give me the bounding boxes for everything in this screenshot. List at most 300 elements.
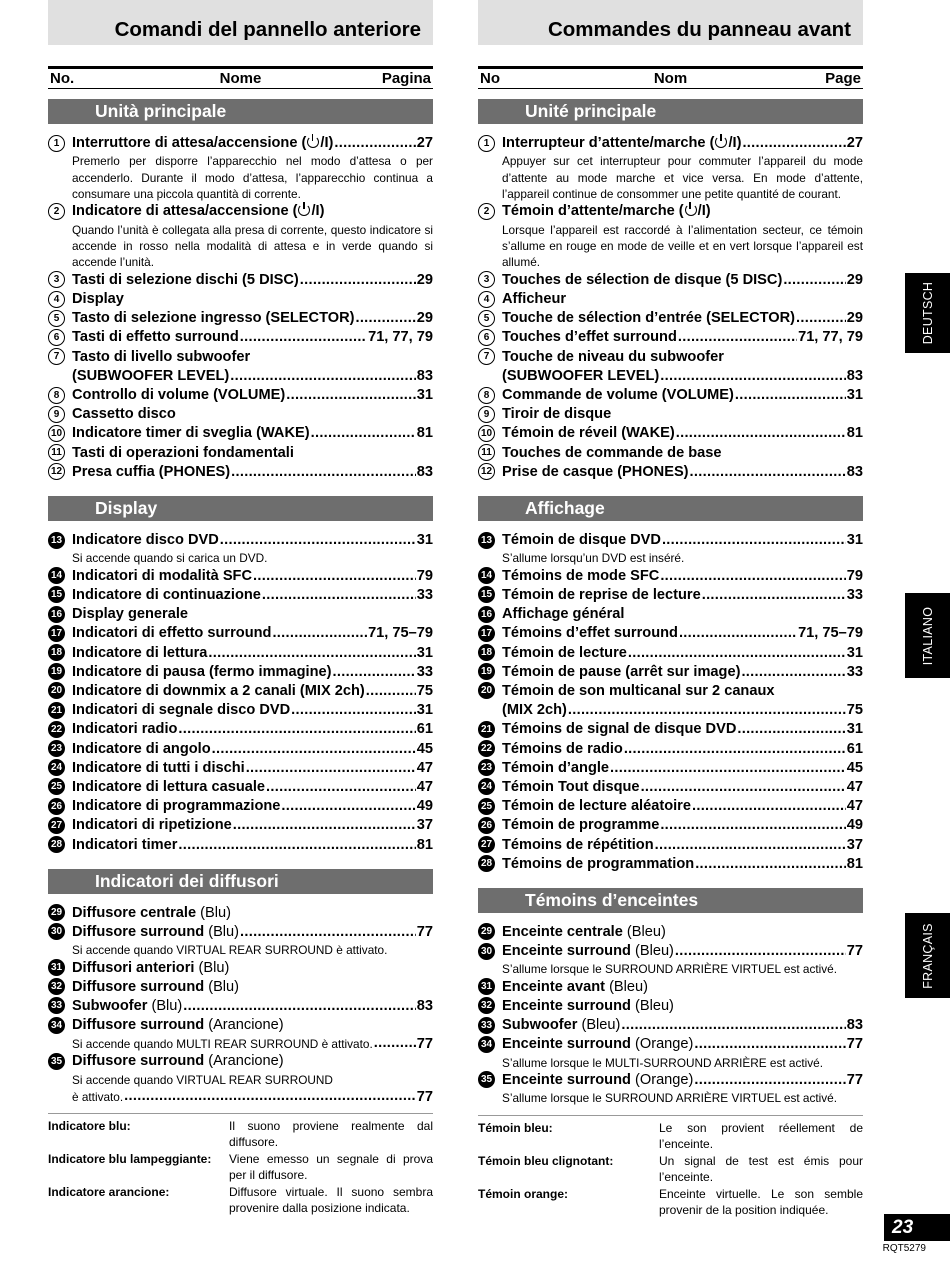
item-label-text: Diffusore surround <box>72 1017 205 1034</box>
list-item <box>48 463 433 482</box>
language-tab-label: DEUTSCH <box>920 281 935 345</box>
leader-dots <box>676 424 846 443</box>
item-label-text: Témoin d’attente/marche ( <box>502 203 684 220</box>
language-tab-italiano[interactable] <box>905 593 950 678</box>
item-line <box>72 663 433 682</box>
list-item <box>48 1052 433 1105</box>
leader-dots <box>660 367 845 386</box>
item-label-text: Témoin de reprise de lecture <box>502 586 701 603</box>
item-page: 37 <box>846 836 863 853</box>
item-label-text: Indicatore di downmix a 2 canali (MIX 2ch) <box>72 682 365 699</box>
item-label-text: Témoins de radio <box>502 740 623 757</box>
item-label-text: Indicatori di segnale disco DVD <box>72 702 291 719</box>
list-item <box>48 586 433 605</box>
item-line <box>72 816 433 835</box>
list-item <box>48 531 433 567</box>
item-page: 49 <box>416 798 433 815</box>
item-label-text: Témoin Tout disque <box>502 778 640 795</box>
item-label-text: Indicatori radio <box>72 721 178 738</box>
item-list <box>48 99 433 1105</box>
item-page: 77 <box>846 1036 863 1053</box>
item-label <box>502 997 674 1016</box>
item-line <box>72 1016 433 1035</box>
item-line <box>502 567 863 586</box>
item-number-badge: 16 <box>478 606 495 623</box>
header-no: No. <box>50 70 75 87</box>
item-number-badge: 9 <box>478 406 495 423</box>
item-line <box>72 463 433 482</box>
item-label-text: Témoins de mode SFC <box>502 567 660 584</box>
item-page: 75 <box>416 682 433 699</box>
list-item <box>48 290 433 309</box>
item-number-badge: 30 <box>478 943 495 960</box>
item-page: 31 <box>846 644 863 661</box>
item-label-color: (Bleu) <box>630 943 674 960</box>
leader-dots <box>641 778 846 797</box>
item-page: 83 <box>846 463 863 480</box>
item-label-text: Interruttore di attesa/accensione ( <box>72 135 307 151</box>
item-label <box>72 904 231 923</box>
leader-dots <box>208 644 415 663</box>
item-label-text: Indicatori di ripetizione <box>72 817 232 834</box>
item-line <box>502 942 863 961</box>
item-label-text: Tasto di selezione ingresso (SELECTOR) <box>72 310 355 327</box>
item-label-text: Indicatore di pausa (fermo immagine) <box>72 663 332 680</box>
item-number-badge: 25 <box>478 798 495 815</box>
legend-key: Témoin orange: <box>478 1186 569 1201</box>
item-page: 47 <box>416 778 433 795</box>
item-line <box>502 740 863 759</box>
item-label <box>502 424 675 443</box>
leader-dots <box>281 797 415 816</box>
leader-dots <box>692 797 846 816</box>
item-label <box>502 531 661 550</box>
list-item <box>478 855 863 874</box>
item-label-text: Touches d’effet surround <box>502 329 677 346</box>
item-label <box>502 348 724 367</box>
item-label-text: Touches de sélection de disque (5 DISC) <box>502 271 783 288</box>
leader-dots <box>366 682 416 701</box>
table-header <box>478 66 863 89</box>
item-page: 81 <box>416 425 433 442</box>
item-page: 83 <box>846 367 863 384</box>
list-item <box>48 797 433 816</box>
leader-dots <box>662 531 846 550</box>
item-line <box>72 444 433 463</box>
standby-power-icon <box>715 136 727 148</box>
page-title: Commandes du panneau avant <box>547 18 851 41</box>
item-page: 49 <box>846 817 863 834</box>
item-label-text: Diffusori anteriori <box>72 959 195 976</box>
leader-dots <box>355 309 415 328</box>
item-line <box>72 797 433 816</box>
item-page: 81 <box>416 836 433 853</box>
item-label <box>72 1052 284 1071</box>
item-label-text: Indicatori di modalità SFC <box>72 567 253 584</box>
item-number-badge: 17 <box>48 625 65 642</box>
item-line <box>502 290 863 309</box>
item-label <box>72 797 280 816</box>
item-label <box>72 586 261 605</box>
item-number-badge: 14 <box>48 567 65 584</box>
item-label <box>502 797 691 816</box>
item-label <box>72 567 252 586</box>
item-label-color: (Arancione) <box>204 1053 284 1070</box>
item-number-badge: 10 <box>478 425 495 442</box>
list-item <box>48 405 433 424</box>
legend-row <box>478 1153 863 1185</box>
leader-dots <box>694 1035 845 1054</box>
leader-dots <box>742 134 845 153</box>
item-label-text: Indicatore di programmazione <box>72 798 281 815</box>
section-heading: Display <box>48 496 433 521</box>
item-description <box>72 1088 433 1105</box>
list-item <box>478 682 863 701</box>
item-description: Premerlo per disporre l’apparecchio nel modo d’attesa o per accenderlo. Durante il modo d’attesa, l’apparecchio continua a consumare una piccola quantità di corrente. <box>72 154 433 202</box>
item-label-text: Prise de casque (PHONES) <box>502 463 689 480</box>
item-page: 33 <box>416 586 433 603</box>
item-number-badge: 12 <box>478 463 495 480</box>
item-line <box>72 386 433 405</box>
document-code: RQT5279 <box>882 1243 926 1254</box>
item-page: 31 <box>846 387 863 404</box>
item-number-badge: 2 <box>48 203 65 220</box>
item-label-text: (SUBWOOFER LEVEL) <box>502 367 660 384</box>
item-label <box>502 444 722 463</box>
title-bar <box>48 0 433 45</box>
leader-dots <box>796 309 846 328</box>
item-label-text: Témoin de disque DVD <box>502 532 661 549</box>
list-item <box>48 328 433 347</box>
item-label-text: Subwoofer <box>72 997 148 1014</box>
list-item <box>478 923 863 942</box>
list-item <box>48 424 433 443</box>
item-page: 31 <box>416 702 433 719</box>
leader-dots <box>678 328 797 347</box>
item-label-text: Affichage général <box>502 606 625 623</box>
item-line <box>72 605 433 624</box>
item-label <box>72 386 285 405</box>
item-line <box>502 328 863 347</box>
item-number-badge: 11 <box>48 444 65 461</box>
item-page: 75 <box>846 702 863 719</box>
item-label-color: (Orange) <box>630 1071 694 1088</box>
item-label <box>502 309 795 328</box>
item-line <box>502 663 863 682</box>
item-label-color: (Blu) <box>204 978 240 995</box>
item-label-text: Indicatore disco DVD <box>72 532 219 549</box>
item-label <box>72 701 290 720</box>
item-label <box>72 816 232 835</box>
item-line <box>72 290 433 309</box>
list-item <box>478 701 863 720</box>
item-line <box>72 644 433 663</box>
item-line <box>502 682 863 701</box>
leader-dots <box>178 836 415 855</box>
legend-row <box>48 1151 433 1183</box>
item-label <box>72 348 250 367</box>
item-line <box>502 424 863 443</box>
leader-dots <box>311 424 416 443</box>
item-number-badge: 12 <box>48 463 65 480</box>
item-number-badge: 18 <box>48 644 65 661</box>
item-line <box>502 778 863 797</box>
page-title: Comandi del pannello anteriore <box>114 18 421 41</box>
item-page: 77 <box>416 923 433 940</box>
item-label-text: Enceinte surround <box>502 1036 631 1053</box>
item-line <box>72 904 433 923</box>
list-item <box>48 740 433 759</box>
item-line <box>72 759 433 778</box>
item-number-badge: 23 <box>48 740 65 757</box>
item-number-badge: 14 <box>478 567 495 584</box>
item-label-text: Interrupteur d’attente/marche ( <box>502 135 715 151</box>
language-tab-francais[interactable] <box>905 913 950 998</box>
item-number-badge: 19 <box>478 663 495 680</box>
item-line <box>502 1035 863 1054</box>
item-list <box>478 99 863 1107</box>
item-line <box>72 202 433 221</box>
item-label-color: (Blu) <box>147 997 183 1014</box>
item-description: Appuyer sur cet interrupteur pour commuter l’appareil du mode d’attente au mode marche et vice versa. En mode d’attente, l’appareil continue de consommer une petite quantité de courant. <box>502 154 863 202</box>
item-page: 71, 75–79 <box>798 625 863 642</box>
item-page: 83 <box>846 1017 863 1034</box>
item-label <box>72 778 265 797</box>
list-item <box>478 463 863 482</box>
item-label-text: Afficheur <box>502 291 567 308</box>
item-page: 77 <box>416 1088 433 1105</box>
item-label <box>72 405 176 424</box>
leader-dots <box>262 586 416 605</box>
item-label <box>72 759 245 778</box>
item-label-text: Cassetto disco <box>72 406 176 423</box>
item-number-badge: 33 <box>48 997 65 1014</box>
leader-dots <box>737 720 845 739</box>
item-number-badge: 3 <box>478 271 495 288</box>
leader-dots <box>212 740 416 759</box>
item-label-text: Témoin de son multicanal sur 2 canaux <box>502 682 775 699</box>
item-line <box>502 271 863 290</box>
leader-dots <box>783 271 845 290</box>
item-description: Si accende quando VIRTUAL REAR SURROUND <box>72 1072 333 1087</box>
item-label-color: (Bleu) <box>577 1017 621 1034</box>
list-item <box>48 644 433 663</box>
item-label-text: Enceinte surround <box>502 1071 631 1088</box>
item-number-badge: 31 <box>48 959 65 976</box>
list-item <box>48 923 433 959</box>
item-number-badge: 5 <box>478 310 495 327</box>
item-line <box>502 923 863 942</box>
item-page: 71, 77, 79 <box>368 329 433 346</box>
item-label <box>72 367 229 386</box>
leader-dots <box>621 1016 845 1035</box>
item-line <box>502 997 863 1016</box>
item-line <box>502 1016 863 1035</box>
item-label <box>502 923 666 942</box>
item-number-badge: 8 <box>48 387 65 404</box>
item-label-text: Indicatore di angolo <box>72 740 211 757</box>
legend-key: Indicatore blu lampeggiante: <box>48 1151 212 1166</box>
item-number-badge: 4 <box>478 291 495 308</box>
item-label-end: /I) <box>728 135 742 151</box>
item-line <box>72 348 433 367</box>
item-page: 31 <box>846 721 863 738</box>
item-line <box>502 348 863 367</box>
leader-dots <box>333 663 416 682</box>
leader-dots <box>233 816 416 835</box>
list-item <box>48 567 433 586</box>
header-name: Nom <box>653 70 688 87</box>
item-label-text: Touche de sélection d’entrée (SELECTOR) <box>502 310 796 327</box>
item-number-badge: 19 <box>48 663 65 680</box>
item-line <box>502 309 863 328</box>
leader-dots <box>694 1071 845 1090</box>
list-item <box>48 624 433 643</box>
item-number-badge: 34 <box>48 1017 65 1034</box>
page-number: 23 <box>884 1214 950 1241</box>
item-number-badge: 31 <box>478 978 495 995</box>
item-label <box>72 644 207 663</box>
list-item <box>48 997 433 1016</box>
item-description: Si accende quando si carica un DVD. <box>72 551 268 566</box>
list-item <box>478 1071 863 1107</box>
leader-dots <box>220 531 416 550</box>
item-number-badge: 32 <box>48 978 65 995</box>
item-line <box>72 959 433 978</box>
legend-key: Témoin bleu: <box>478 1120 553 1135</box>
item-label-text: Témoins de répétition <box>502 836 654 853</box>
list-item <box>48 759 433 778</box>
item-line <box>502 759 863 778</box>
item-label <box>502 271 782 290</box>
list-item <box>478 605 863 624</box>
item-label-text: Touches de commande de base <box>502 444 722 461</box>
item-label <box>72 463 230 482</box>
language-tab-deutsch[interactable] <box>905 273 950 353</box>
legend-key: Indicatore blu: <box>48 1118 131 1133</box>
list-item <box>48 978 433 997</box>
list-item <box>478 134 863 202</box>
item-number-badge: 2 <box>478 203 495 220</box>
item-label-text: Indicatore di tutti i dischi <box>72 759 245 776</box>
item-page: 29 <box>416 271 433 288</box>
item-label-text: Indicatori di effetto surround <box>72 625 272 642</box>
leader-dots <box>690 463 846 482</box>
list-item <box>48 1016 433 1052</box>
item-label <box>72 836 177 855</box>
item-page: 31 <box>416 387 433 404</box>
leader-dots <box>660 816 845 835</box>
item-label <box>502 855 694 874</box>
item-page: 33 <box>846 586 863 603</box>
list-item <box>48 663 433 682</box>
list-item <box>48 134 433 202</box>
item-label-text: Diffusore surround <box>72 978 205 995</box>
item-label <box>502 816 659 835</box>
item-label <box>502 202 711 221</box>
italian-column <box>48 0 433 1217</box>
item-label <box>72 624 271 643</box>
leader-dots <box>240 923 416 942</box>
item-page: 29 <box>846 310 863 327</box>
item-number-badge: 20 <box>48 682 65 699</box>
item-page: 31 <box>416 644 433 661</box>
list-item <box>478 328 863 347</box>
item-line <box>72 271 433 290</box>
list-item <box>478 720 863 739</box>
item-number-badge: 29 <box>478 923 495 940</box>
item-label-text: Indicatore di lettura <box>72 644 208 661</box>
leader-dots <box>231 463 416 482</box>
item-number-badge: 6 <box>48 329 65 346</box>
leader-dots <box>741 663 845 682</box>
list-item <box>48 309 433 328</box>
item-label <box>72 720 177 739</box>
item-line <box>72 836 433 855</box>
item-label-color: (Blu) <box>194 959 230 976</box>
item-number-badge: 34 <box>478 1036 495 1053</box>
leader-dots <box>272 624 367 643</box>
section-heading: Unità principale <box>48 99 433 124</box>
item-page: 33 <box>846 663 863 680</box>
item-label-text: Témoin d’angle <box>502 759 610 776</box>
item-description: S’allume lorsque le SURROUND ARRIÈRE VIRTUEL est activé. <box>502 962 838 977</box>
item-label <box>502 328 677 347</box>
item-number-badge: 1 <box>48 135 65 152</box>
item-page: 61 <box>416 721 433 738</box>
item-line <box>72 720 433 739</box>
item-label-text: Indicatore di lettura casuale <box>72 778 266 795</box>
item-number-badge: 24 <box>48 759 65 776</box>
leader-dots <box>679 624 797 643</box>
item-number-badge: 22 <box>478 740 495 757</box>
item-line <box>72 923 433 942</box>
item-line <box>72 778 433 797</box>
leader-dots <box>124 1088 416 1105</box>
legend-value: Viene emesso un segnale di prova per il diffusore. <box>229 1151 433 1182</box>
item-line <box>72 682 433 701</box>
item-number-badge: 8 <box>478 387 495 404</box>
list-item <box>478 367 863 386</box>
item-label <box>502 720 736 739</box>
item-description-text: è attivato. <box>72 1089 124 1104</box>
item-number-badge: 24 <box>478 778 495 795</box>
item-label-color: (Blu) <box>196 904 231 921</box>
item-label-text: Tasti di operazioni fondamentali <box>72 444 294 461</box>
item-label-color: (Bleu) <box>622 923 666 940</box>
item-label <box>502 836 654 855</box>
item-line <box>72 309 433 328</box>
item-line <box>72 405 433 424</box>
item-label-end: /I) <box>697 203 711 220</box>
item-line <box>502 836 863 855</box>
legend-value: Diffusore virtuale. Il suono sembra provenire dalla posizione indicata. <box>229 1184 433 1215</box>
item-label-text: Enceinte avant <box>502 978 606 995</box>
list-item <box>478 290 863 309</box>
section-heading: Affichage <box>478 496 863 521</box>
leader-dots <box>286 386 416 405</box>
item-line <box>502 531 863 550</box>
item-label-text: Diffusore surround <box>72 1053 205 1070</box>
item-line <box>502 624 863 643</box>
item-line <box>502 701 863 720</box>
section-heading: Témoins d’enceintes <box>478 888 863 913</box>
item-label-text: Témoins d’effet surround <box>502 625 678 642</box>
item-page: 71, 77, 79 <box>798 329 863 346</box>
leader-dots <box>655 836 846 855</box>
item-number-badge: 28 <box>48 836 65 853</box>
list-item <box>478 644 863 663</box>
